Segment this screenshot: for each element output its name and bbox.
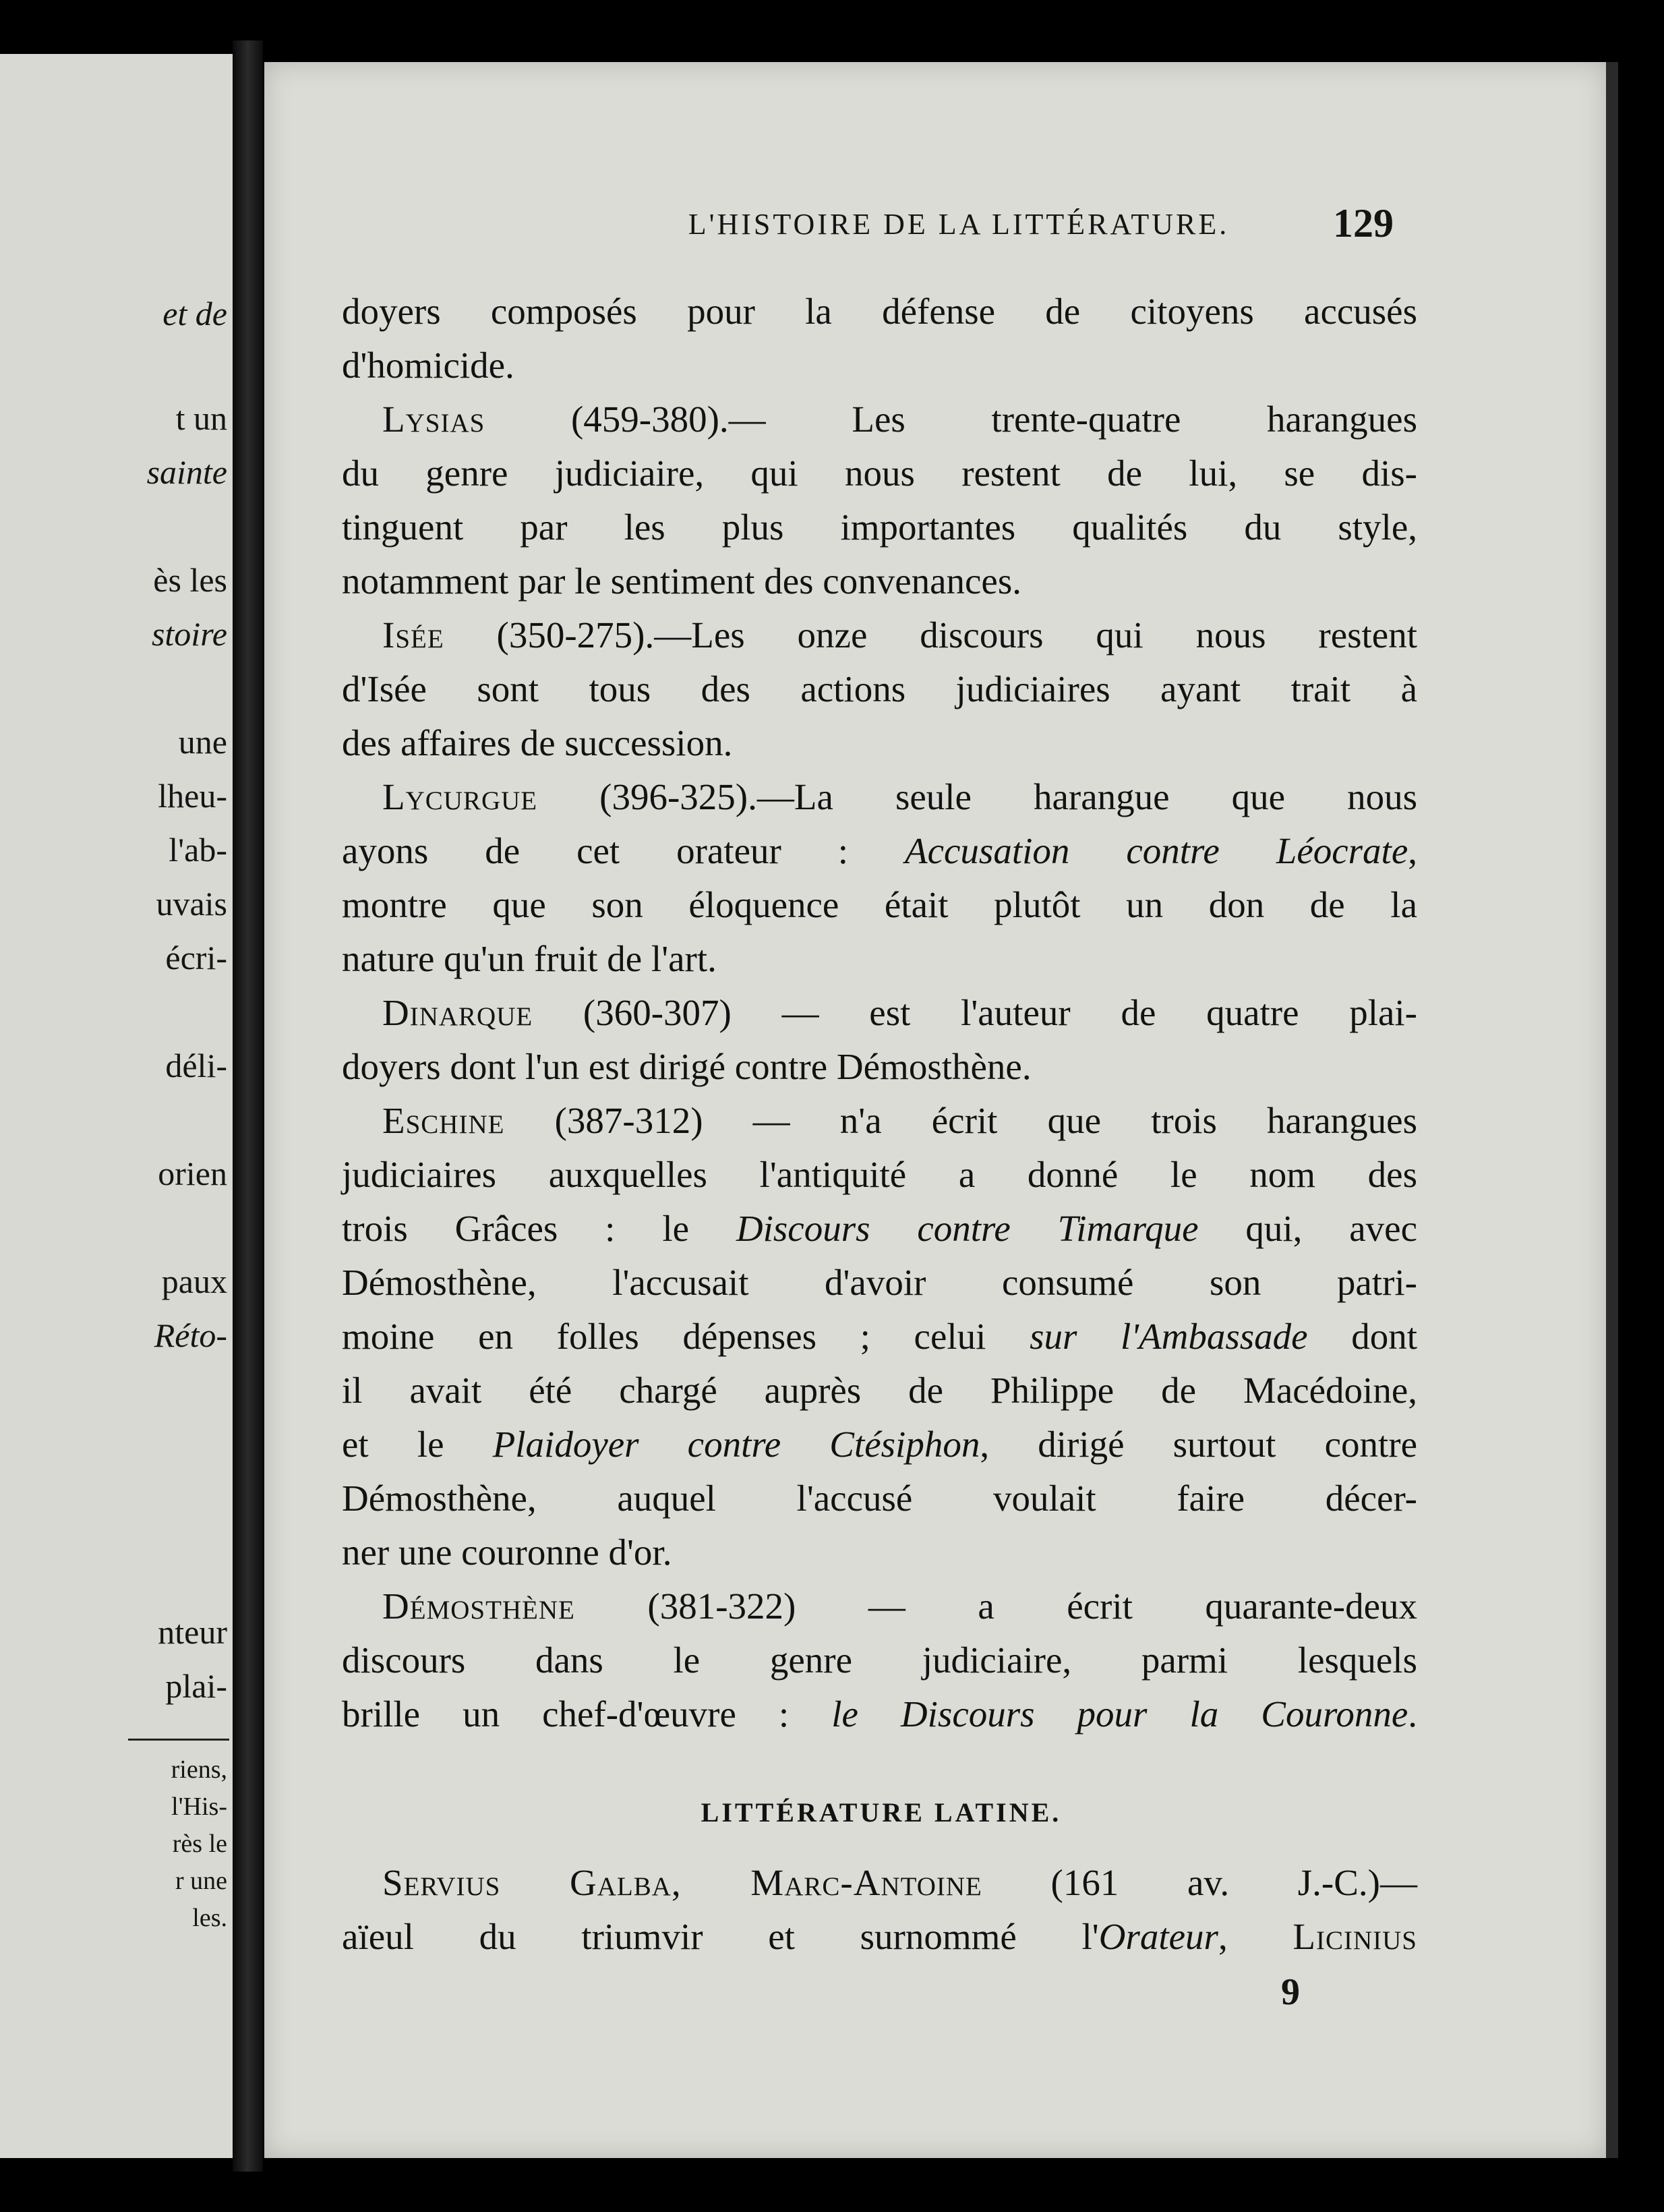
body-text <box>342 285 1417 1741</box>
margin-fragment: déli- <box>165 1047 227 1084</box>
footnote-fragment: l'His- <box>171 1793 227 1821</box>
margin-fragment: t un <box>175 399 227 437</box>
text-run: (387-312) — n'a écrit que trois harangues <box>504 1100 1417 1141</box>
text-run: (459-380).— Les trente-quatre harangues <box>485 399 1417 440</box>
margin-fragment: ès les <box>153 561 227 599</box>
author-name: Isée <box>382 614 444 656</box>
book-gutter <box>233 40 263 2172</box>
text-line <box>342 1202 1417 1256</box>
margin-fragment: une <box>178 723 227 761</box>
text-line: des affaires de succession. <box>342 722 733 763</box>
text-run: (360-307) — est l'auteur de quatre plai- <box>533 992 1417 1033</box>
margin-fragment: écri- <box>165 939 227 977</box>
text-line: d'Isée sont tous des actions judiciaires ayant trait à <box>342 668 1417 709</box>
text-run: aïeul du triumvir et surnommé l' <box>342 1916 1099 1957</box>
author-name: Licinius <box>1292 1916 1417 1957</box>
text-line <box>342 1094 1417 1148</box>
text-line: du genre judiciaire, qui nous restent de lui, se dis- <box>342 453 1417 494</box>
footnote-rule <box>128 1739 229 1741</box>
text-line <box>342 1310 1417 1364</box>
text-run: , <box>1408 830 1417 871</box>
text-run: , <box>1218 1916 1293 1957</box>
facing-page-strip <box>0 54 233 2158</box>
work-title: le Discours pour la Couronne <box>831 1693 1408 1735</box>
text-line: tinguent par les plus importantes qualités du style, <box>342 506 1417 548</box>
footnote-fragment: les. <box>192 1904 227 1932</box>
work-title: Plaidoyer contre Ctésiphon <box>492 1424 980 1465</box>
text-line: d'homicide. <box>342 345 514 386</box>
text-line: montre que son éloquence était plutôt un don de la <box>342 884 1417 925</box>
text-line: discours dans le genre judiciaire, parmi lesquels <box>342 1639 1417 1681</box>
text-line: ner une couronne d'or. <box>342 1532 672 1573</box>
text-line <box>342 1418 1417 1472</box>
text-run: ayons de cet orateur : <box>342 830 905 871</box>
text-line: il avait été chargé auprès de Philippe de Macédoine, <box>342 1370 1417 1411</box>
text-line <box>342 986 1417 1040</box>
text-run: , dirigé surtout contre <box>980 1424 1417 1465</box>
text-line <box>342 824 1417 878</box>
running-head: L'HISTOIRE DE LA LITTÉRATURE. <box>688 208 1230 241</box>
margin-fragment: stoire <box>151 615 227 653</box>
margin-fragment: l'ab- <box>169 831 227 869</box>
text-line <box>342 1687 1417 1741</box>
work-title: sur l'Ambassade <box>1030 1316 1308 1357</box>
author-name: Eschine <box>382 1100 505 1141</box>
text-run: brille un chef-d'œuvre : <box>342 1693 832 1735</box>
author-name: Lycurgue <box>382 776 538 817</box>
text-line <box>342 1910 1417 1964</box>
text-line <box>342 608 1417 662</box>
text-line: nature qu'un fruit de l'art. <box>342 938 717 979</box>
text-run: (381-322) — a écrit quarante-deux <box>574 1585 1417 1627</box>
footnote-fragment: riens, <box>171 1755 227 1784</box>
margin-fragment: et de <box>162 295 227 332</box>
text-line <box>342 770 1417 824</box>
text-line <box>342 1856 1417 1910</box>
page-number: 129 <box>1333 201 1394 245</box>
text-run: (161 av. J.-C.)— <box>982 1862 1417 1903</box>
margin-fragment: uvais <box>156 885 227 923</box>
text-line: doyers dont l'un est dirigé contre Démosthène. <box>342 1046 1032 1087</box>
text-line: doyers composés pour la défense de citoyens accusés <box>342 291 1417 332</box>
signature-mark: 9 <box>1281 1971 1300 2013</box>
work-title: Discours contre Timarque <box>736 1208 1199 1249</box>
text-run: dont <box>1307 1316 1417 1357</box>
margin-fragment: sainte <box>146 453 227 491</box>
text-line <box>342 1579 1417 1633</box>
book-page <box>264 62 1606 2158</box>
text-run: qui, avec <box>1198 1208 1417 1249</box>
section-title: LITTÉRATURE LATINE. <box>701 1797 1062 1828</box>
text-run: (350-275).—Les onze discours qui nous restent <box>444 614 1417 656</box>
margin-fragment: lheu- <box>158 777 227 815</box>
author-name: Dinarque <box>382 992 533 1033</box>
work-title: Orateur <box>1098 1916 1218 1957</box>
text-line <box>342 392 1417 446</box>
latin-text <box>342 1856 1417 1964</box>
author-name: Servius Galba, Marc-Antoine <box>382 1862 982 1903</box>
text-line: Démosthène, auquel l'accusé voulait faire décer- <box>342 1478 1417 1519</box>
footnote-fragment: rès le <box>172 1830 227 1858</box>
work-title: Accusation contre Léocrate <box>905 830 1408 871</box>
text-line: judiciaires auxquelles l'antiquité a donné le nom des <box>342 1154 1417 1195</box>
text-run: moine en folles dépenses ; celui <box>342 1316 1030 1357</box>
text-run: . <box>1408 1693 1417 1735</box>
author-name: Lysias <box>382 399 485 440</box>
footnote-fragment: r une <box>175 1867 227 1895</box>
text-run: trois Grâces : le <box>342 1208 736 1249</box>
margin-fragment: nteur <box>158 1613 227 1651</box>
margin-fragment: plai- <box>165 1667 227 1705</box>
margin-fragment: paux <box>161 1262 227 1300</box>
text-line: notamment par le sentiment des convenances. <box>342 560 1021 602</box>
margin-fragment: orien <box>158 1155 227 1192</box>
page-edge-shadow <box>1606 62 1618 2158</box>
margin-fragment: Réto- <box>154 1316 227 1354</box>
author-name: Démosthène <box>382 1585 575 1627</box>
text-line: Démosthène, l'accusait d'avoir consumé son patri- <box>342 1262 1417 1303</box>
text-run: et le <box>342 1424 493 1465</box>
text-run: (396-325).—La seule harangue que nous <box>537 776 1417 817</box>
